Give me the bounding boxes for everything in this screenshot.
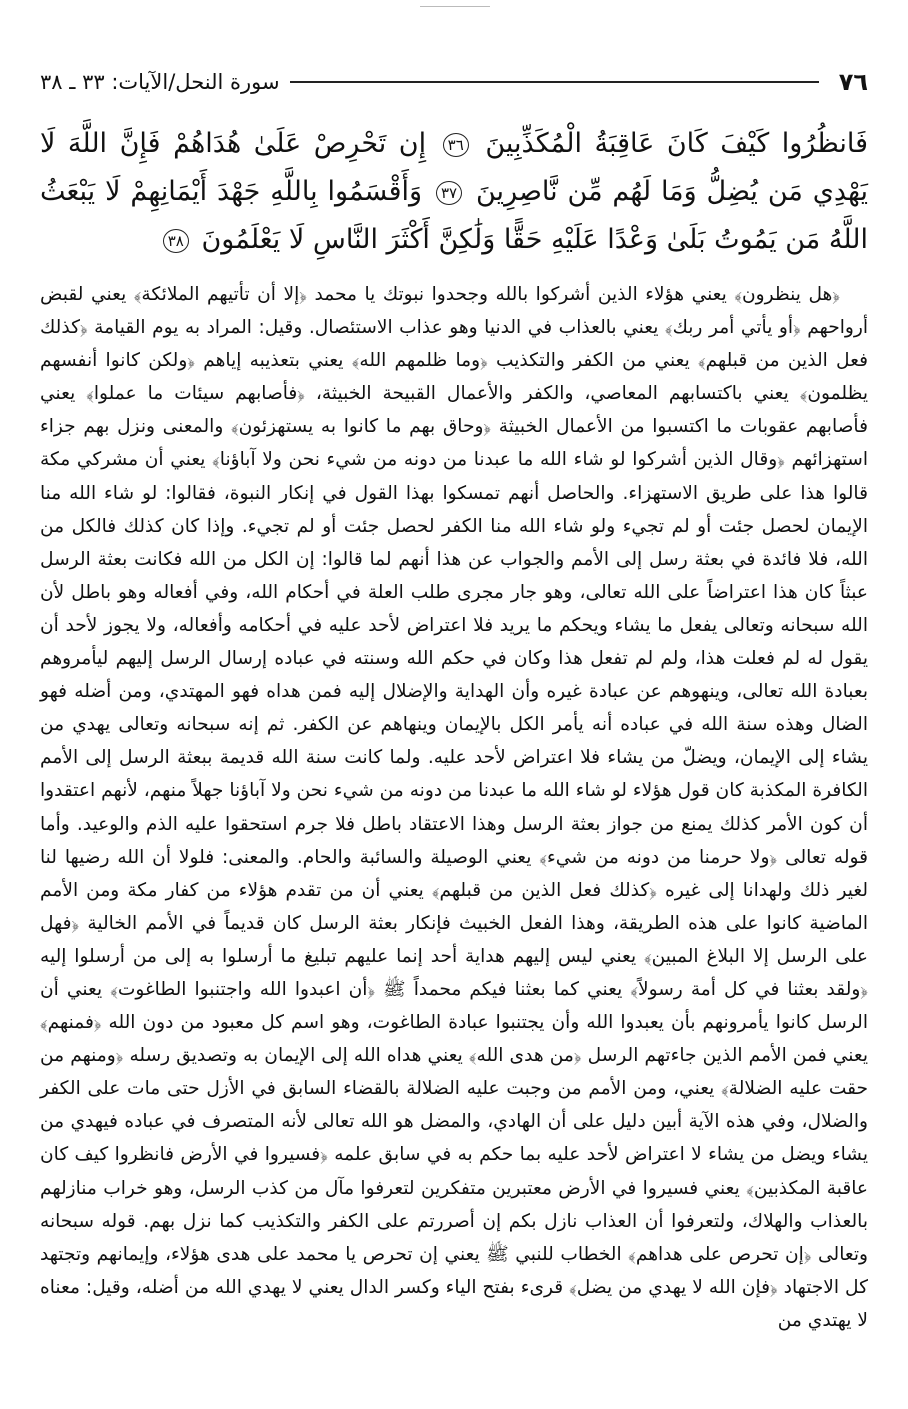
- ayah-number-38: ٣٨: [163, 229, 189, 253]
- tafsir-paragraph: ﴿هل ينظرون﴾ يعني هؤلاء الذين أشركوا بالله وجحدوا نبوتك يا محمد ﴿إلا أن تأتيهم الملائكة﴾ يعني لقبض أرواحهم ﴿أو يأتي أمر ربك﴾ يعني بالعذاب في الدنيا وهو عذاب الاستئصال. وقيل: المراد به يوم القيامة ﴿كذلك فعل الذين من قبلهم﴾ يعني من الكفر والتكذيب ﴿وما ظلمهم الله﴾ يعني بتعذيبه إياهم ﴿ولكن كانوا أنفسهم يظلمون﴾ يعني باكتسابهم المعاصي، والكفر والأعمال القبيحة الخبيثة، ﴿فأصابهم سيئات ما عملوا﴾ يعني فأصابهم عقوبات ما اكتسبوا من الأعمال الخبيثة ﴿وحاق بهم ما كانوا به يستهزئون﴾ والمعنى ونزل بهم جزاء استهزائهم ﴿وقال الذين أشركوا لو شاء الله ما عبدنا من دونه من شيء نحن ولا آباؤنا﴾ يعني أن مشركي مكة قالوا هذا على طريق الاستهزاء. والحاصل أنهم تمسكوا بهذا القول في إنكار النبوة، فقالوا: لو شاء الله منا الإيمان لحصل جئت أو لم تجيء ولو شاء الله منا الكفر لحصل جئت أو لم تجيء. وإذا كان كذلك فالكل من الله، فلا فائدة في بعثة رسل إلى الأمم والجواب عن هذا أنهم لما قالوا: إن الكل من الله فكانت بعثة الرسل عبثاً كان هذا اعتراضاً على الله تعالى، وهو جار مجرى طلب العلة في أحكام الله، وفي أفعاله وهو باطل لأن الله سبحانه وتعالى يفعل ما يشاء ويحكم ما يريد فلا اعتراض لأحد عليه في أحكامه وأفعاله، ولا يجوز لأحد أن يقول له لم فعلت هذا، ولم لم تفعل هذا وكان في حكم الله وسنته في عباده إرسال الرسل إليهم ليأمروهم بعبادة الله تعالى، وينهوهم عن عبادة غيره وأن الهداية والإضلال إليه فمن هداه فهو المهتدي، ومن أضله فهو الضال وهذه سنة الله في عباده أنه يأمر الكل بالإيمان وينهاهم عن الكفر. ثم إنه سبحانه وتعالى يهدي من يشاء إلى الإيمان، ويضلّ من يشاء فلا اعتراض لأحد عليه. ولما كانت سنة الله قديمة ببعثة الرسل إلى الأمم الكافرة المكذبة كان قول هؤلاء لو شاء الله ما عبدنا من دونه من شيء نحن ولا آباؤنا جهلاً منهم، لأنهم اعتقدوا أن كون الأمر كذلك يمنع من جواز بعثة الرسل وهذا الاعتقاد باطل فلا جرم استحقوا عليه الذم والوعيد. وأما قوله تعالى ﴿ولا حرمنا من دونه من شيء﴾ يعني الوصيلة والسائبة والحام. والمعنى: فلولا أن الله رضيها لنا لغير ذلك ولهدانا إلى غيره ﴿كذلك فعل الذين من قبلهم﴾ يعني أن من تقدم هؤلاء من كفار مكة ومن الأمم الماضية كانوا على هذه الطريقة، وهذا الفعل الخبيث فإنكار بعثة الرسل كان قديماً في الأمم الخالية ﴿فهل على الرسل إلا البلاغ المبين﴾ يعني ليس إليهم هداية أحد إنما عليهم تبليغ ما أرسلوا به إلى من أرسلوا إليه ﴿ولقد بعثنا في كل أمة رسولاً﴾ يعني كما بعثنا فيكم محمداً ﷺ ﴿أن اعبدوا الله واجتنبوا الطاغوت﴾ يعني أن الرسل كانوا يأمرونهم بأن يعبدوا الله وأن يجتنبوا عبادة الطاغوت، وهو اسم كل معبود من دون الله ﴿فمنهم﴾ يعني فمن الأمم الذين جاءتهم الرسل ﴿من هدى الله﴾ يعني هداه الله إلى الإيمان به وتصديق رسله ﴿ومنهم من حقت عليه الضلالة﴾ يعني، ومن الأمم من وجبت عليه الضلالة بالقضاء السابق في الأزل حتى مات على الكفر والضلال، وفي هذه الآية أبين دليل على أن الهادي، والمضل هو الله تعالى لأنه المتصرف في عباده فيهدي من يشاء ويضل من يشاء لا اعتراض لأحد عليه بما حكم به في سابق علمه ﴿فسيروا في الأرض فانظروا كيف كان عاقبة المكذبين﴾ يعني فسيروا في الأرض معتبرين متفكرين لتعرفوا مآل من كذب الرسل، وهو خراب منازلهم بالعذاب والهلاك، ولتعرفوا أن العذاب نازل بكم إن أصررتم على الكفر والتكذيب كما نزل بهم. قوله سبحانه وتعالى ﴿إن تحرص على هداهم﴾ الخطاب للنبي ﷺ يعني إن تحرص يا محمد على هدى هؤلاء، وإيمانهم وتجتهد كل الاجتهاد ﴿فإن الله لا يهدي من يضل﴾ قرىء بفتح الياء وكسر الدال يعني لا يهدي الله من أضله، وقيل: معناه لا يهتدي من: [40, 284, 868, 1331]
- verse-text-36: فَانظُرُوا كَيْفَ كَانَ عَاقِبَةُ الْمُكَذِّبِينَ: [485, 128, 868, 159]
- header-rule: [290, 81, 819, 83]
- page-number: ٧٦: [838, 68, 868, 96]
- verse-text-37: إِن تَحْرِصْ عَلَىٰ هُدَاهُمْ فَإِنَّ اللَّهَ لَا يَهْدِي مَن يُضِلُّ وَمَا لَهُم مِّن نَّاصِرِينَ: [40, 128, 868, 207]
- top-margin-mark: [420, 6, 490, 7]
- running-title: سورة النحل/الآيات: ٣٣ ـ ٣٨: [40, 70, 280, 94]
- verse-text-38: وَأَقْسَمُوا بِاللَّهِ جَهْدَ أَيْمَانِهِمْ لَا يَبْعَثُ اللَّهُ مَن يَمُوتُ بَلَىٰ وَعْدًا عَلَيْهِ حَقًّا وَلَٰكِنَّ أَكْثَرَ النَّاسِ لَا يَعْلَمُونَ: [40, 176, 868, 255]
- page-header: [40, 60, 868, 104]
- ayah-number-36: ٣٦: [443, 133, 469, 157]
- tafsir-commentary: [40, 278, 868, 1337]
- ayah-number-37: ٣٧: [436, 181, 462, 205]
- page: [40, 60, 868, 1337]
- quran-verses: [40, 120, 868, 264]
